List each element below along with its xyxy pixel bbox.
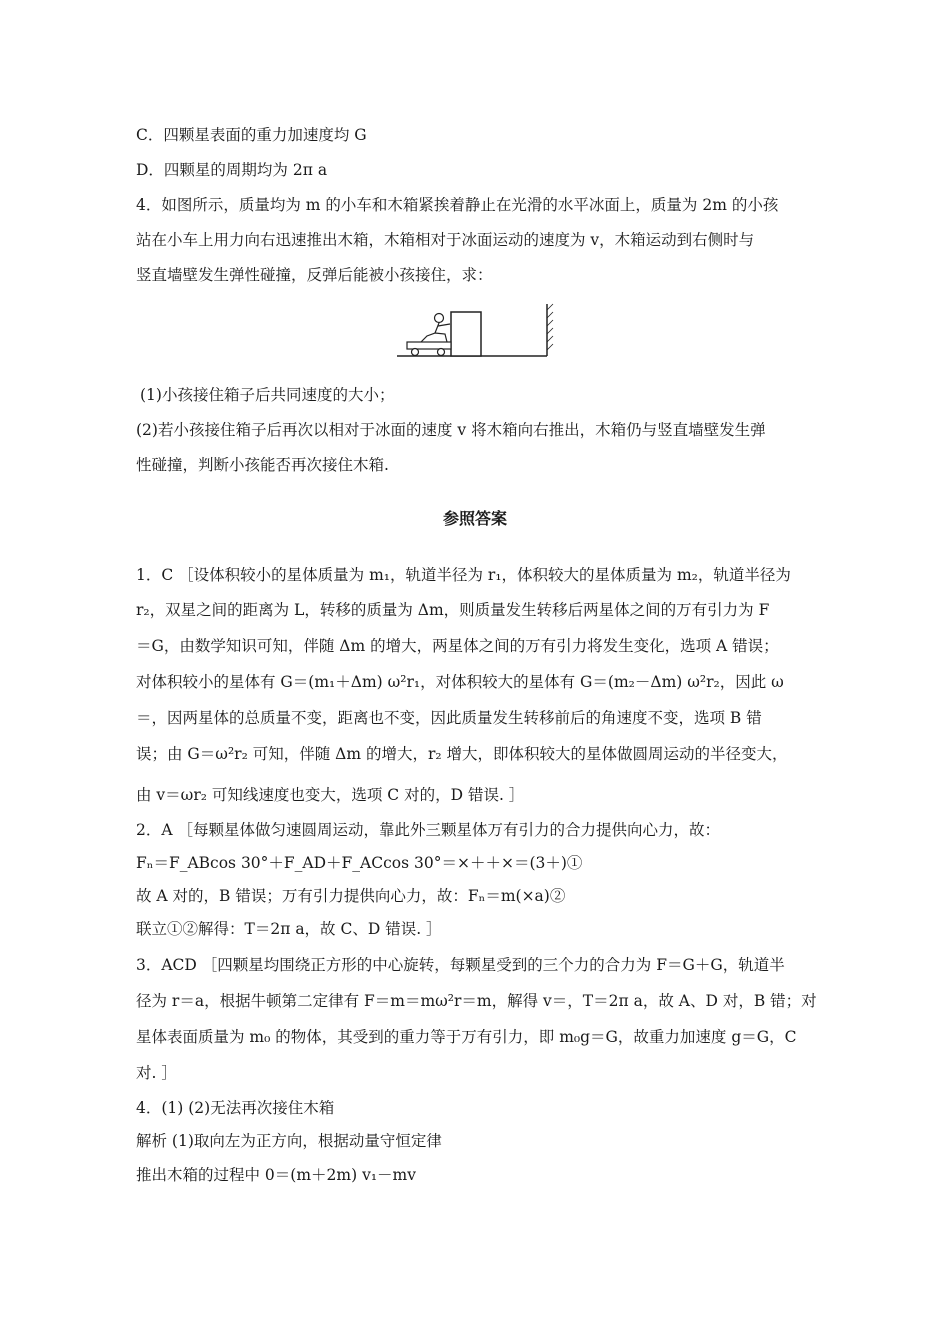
cart-wheel-right	[438, 349, 445, 356]
wooden-box	[451, 312, 481, 356]
question-4-line-1: 4．如图所示，质量均为 m 的小车和木箱紧挨着静止在光滑的水平冰面上，质量为 2m 的小孩	[136, 196, 779, 214]
answer-line: ＝G，由数学知识可知，伴随 Δm 的增大，两星体之间的万有引力将发生变化，选项 A 错误；	[136, 637, 779, 655]
cart-box-wall-figure	[395, 300, 555, 364]
answer-line: 联立①②解得：T＝2π a，故 C、D 错误. ］	[136, 920, 442, 938]
cart-body	[407, 342, 451, 349]
answer-line: r₂，双星之间的距离为 L，转移的质量为 Δm，则质量发生转移后两星体之间的万有引力为 F	[136, 601, 770, 619]
question-4-line-2: 站在小车上用力向右迅速推出木箱，木箱相对于冰面运动的速度为 v，木箱运动到右侧时与	[136, 231, 755, 249]
answer-title: 参照答案	[442, 509, 507, 528]
sub-question-1: (1)小孩接住箱子后共同速度的大小；	[140, 386, 395, 404]
answer-line: Fₙ＝F_ABcos 30°＋F_AD＋F_ACcos 30°＝×＋＋×＝(3＋)①	[136, 854, 583, 872]
answer-line: ＝，因两星体的总质量不变，距离也不变，因此质量发生转移前后的角速度不变，选项 B 错	[136, 709, 762, 727]
wall-hatching	[547, 304, 553, 350]
answer-line: 误；由 G＝ω²r₂ 可知，伴随 Δm 的增大，r₂ 增大，即体积较大的星体做圆周运动的半径变大，	[136, 745, 788, 763]
answer-line: 推出木箱的过程中 0＝(m＋2m) v₁－mv	[136, 1166, 416, 1184]
answer-line: 故 A 对的，B 错误；万有引力提供向心力，故：Fₙ＝m(×a)②	[136, 887, 566, 905]
answer-line: 径为 r＝a，根据牛顿第二定律有 F＝m＝mω²r＝m，解得 v＝，T＝2π a，故 A、D 对，B 错；对	[136, 992, 817, 1010]
answer-line: 星体表面质量为 m₀ 的物体，其受到的重力等于万有引力，即 m₀g＝G，故重力加速度 g＝G，C	[136, 1028, 797, 1046]
answer-line: 解析 (1)取向左为正方向，根据动量守恒定律	[136, 1132, 442, 1150]
answer-line: 对体积较小的星体有 G＝(m₁＋Δm) ω²r₁，对体积较大的星体有 G＝(m₂－Δm) ω²r₂，因此 ω	[136, 673, 784, 691]
answer-line: 3．ACD ［四颗星均围绕正方形的中心旋转，每颗星受到的三个力的合力为 F＝G＋G，轨道半	[136, 956, 785, 974]
question-4-line-3: 竖直墙壁发生弹性碰撞，反弹后能被小孩接住，求：	[136, 266, 493, 284]
sub-question-2-line-1: (2)若小孩接住箱子后再次以相对于冰面的速度 v 将木箱向右推出，木箱仍与竖直墙壁发生弹	[136, 421, 766, 439]
answer-line: 由 v＝ωr₂ 可知线速度也变大，选项 C 对的，D 错误. ］	[136, 786, 525, 804]
sub-question-2-line-2: 性碰撞，判断小孩能否再次接住木箱.	[136, 456, 389, 474]
option-d: D．四颗星的周期均为 2π a	[136, 161, 328, 179]
answer-line: 对. ］	[136, 1064, 177, 1082]
child-figure	[421, 314, 450, 343]
answer-line: 2．A ［每颗星体做匀速圆周运动，靠此外三颗星体万有引力的合力提供向心力，故：	[136, 821, 720, 839]
option-c: C．四颗星表面的重力加速度均 G	[136, 126, 367, 144]
cart-wheel-left	[412, 349, 419, 356]
answer-line: 1．C ［设体积较小的星体质量为 m₁，轨道半径为 r₁，体积较大的星体质量为 m₂，轨道半径为	[136, 566, 791, 584]
answer-line: 4．(1) (2)无法再次接住木箱	[136, 1099, 335, 1117]
